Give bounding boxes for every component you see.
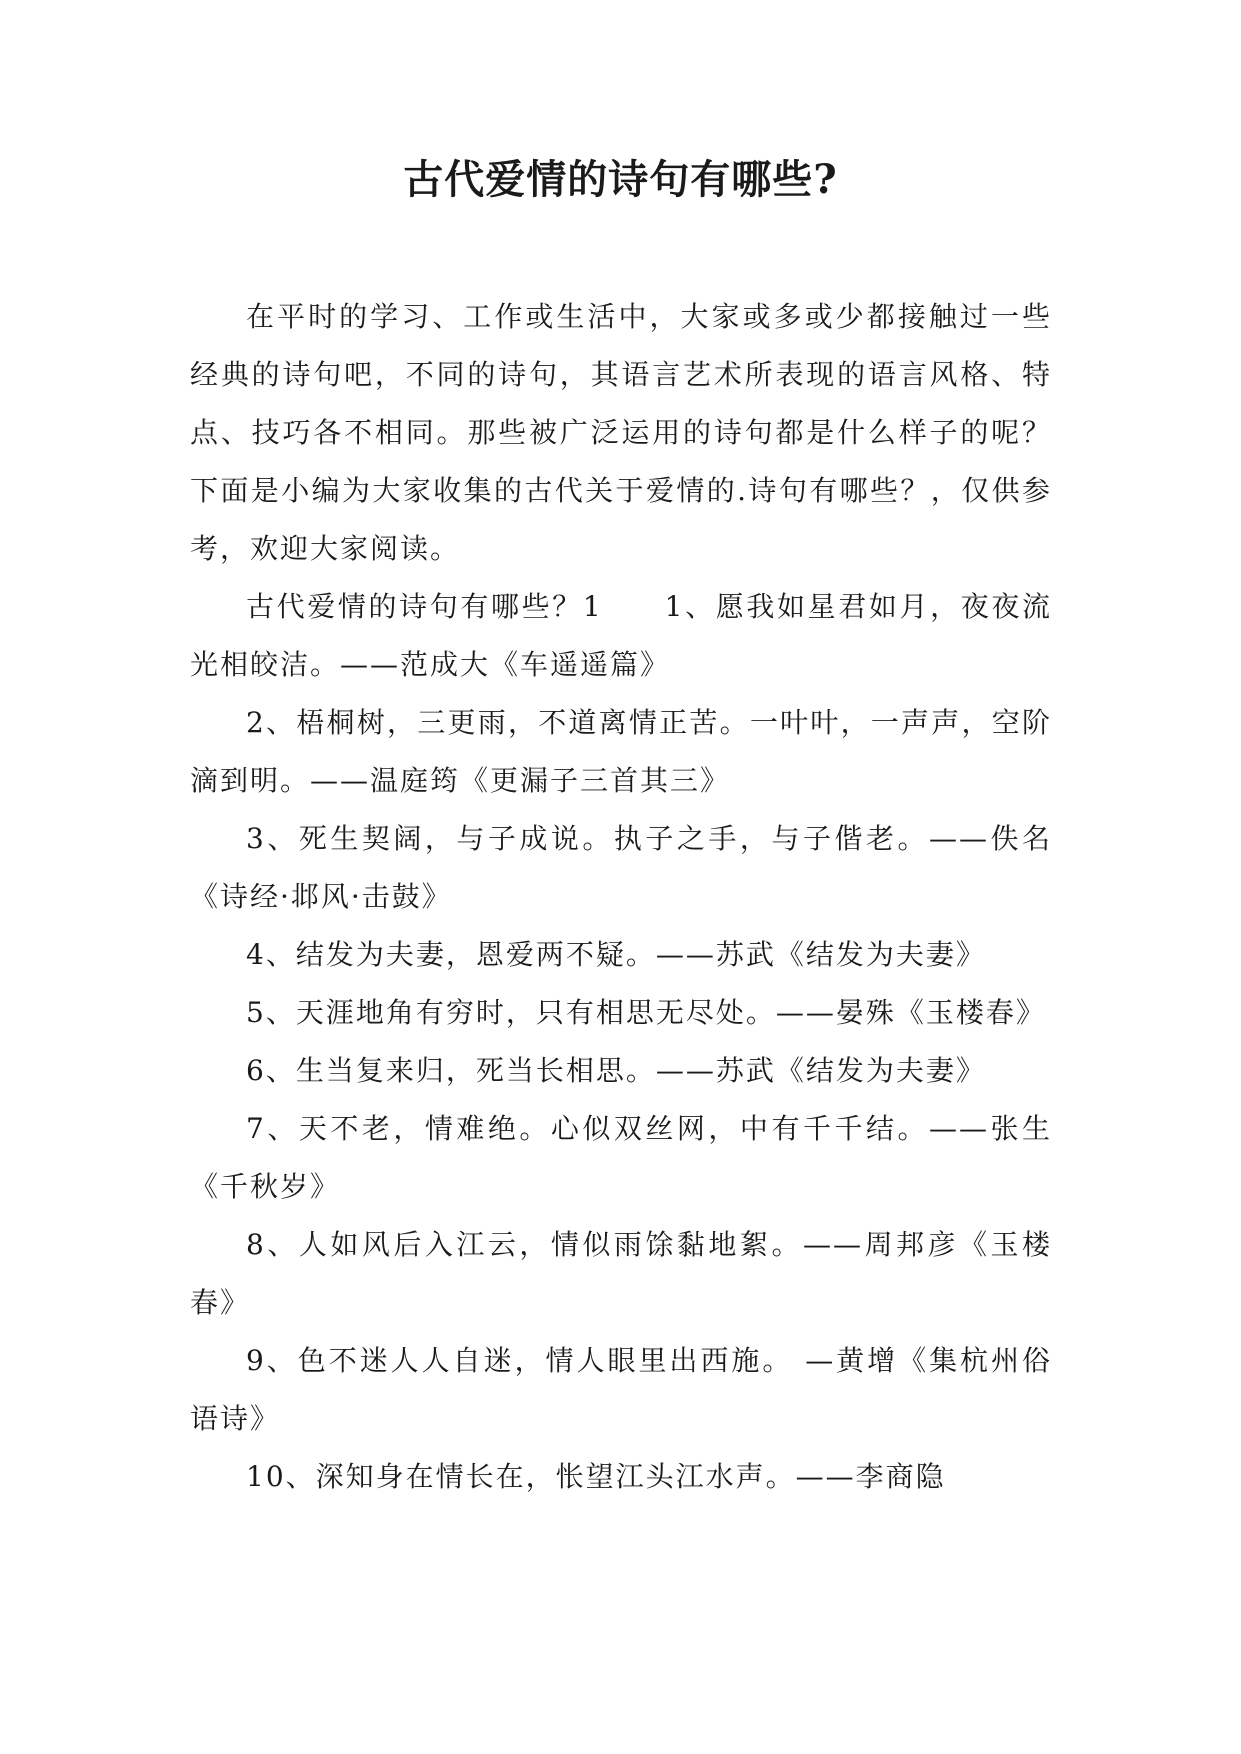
intro-paragraph: 在平时的学习、工作或生活中，大家或多或少都接触过一些经典的诗句吧，不同的诗句，其语言艺术所表现的语言风格、特点、技巧各不相同。那些被广泛运用的诗句都是什么样子的呢？下面是小编为大家收集的古代关于爱情的.诗句有哪些？，仅供参考，欢迎大家阅读。: [190, 300, 1052, 565]
poem-line-1: 古代爱情的诗句有哪些？1 1、愿我如星君如月，夜夜流光相皎洁。——范成大《车遥遥篇》: [190, 590, 1052, 681]
page-title: 古代爱情的诗句有哪些?: [403, 156, 838, 203]
poem-line-6: 6、生当复来归，死当长相思。——苏武《结发为夫妻》: [246, 1054, 986, 1087]
poem-line-8: 8、人如风后入江云，情似雨馀黏地絮。——周邦彦《玉楼春》: [190, 1228, 1052, 1319]
poem-line-10: 10、深知身在情长在，怅望江头江水声。——李商隐: [246, 1460, 946, 1493]
document-body: [190, 288, 1052, 1506]
poem-line-5: 5、天涯地角有穷时，只有相思无尽处。——晏殊《玉楼春》: [246, 996, 1046, 1029]
poem-line-3: 3、死生契阔，与子成说。执子之手，与子偕老。——佚名《诗经·邶风·击鼓》: [190, 822, 1052, 913]
poem-line-9: 9、色不迷人人自迷，情人眼里出西施。 —黄增《集杭州俗语诗》: [190, 1344, 1052, 1435]
poem-line-2: 2、梧桐树，三更雨，不道离情正苦。一叶叶，一声声，空阶滴到明。——温庭筠《更漏子三首其三》: [190, 706, 1052, 797]
poem-line-4: 4、结发为夫妻，恩爱两不疑。——苏武《结发为夫妻》: [246, 938, 986, 971]
poem-line-7: 7、天不老，情难绝。心似双丝网，中有千千结。——张生《千秋岁》: [190, 1112, 1052, 1203]
